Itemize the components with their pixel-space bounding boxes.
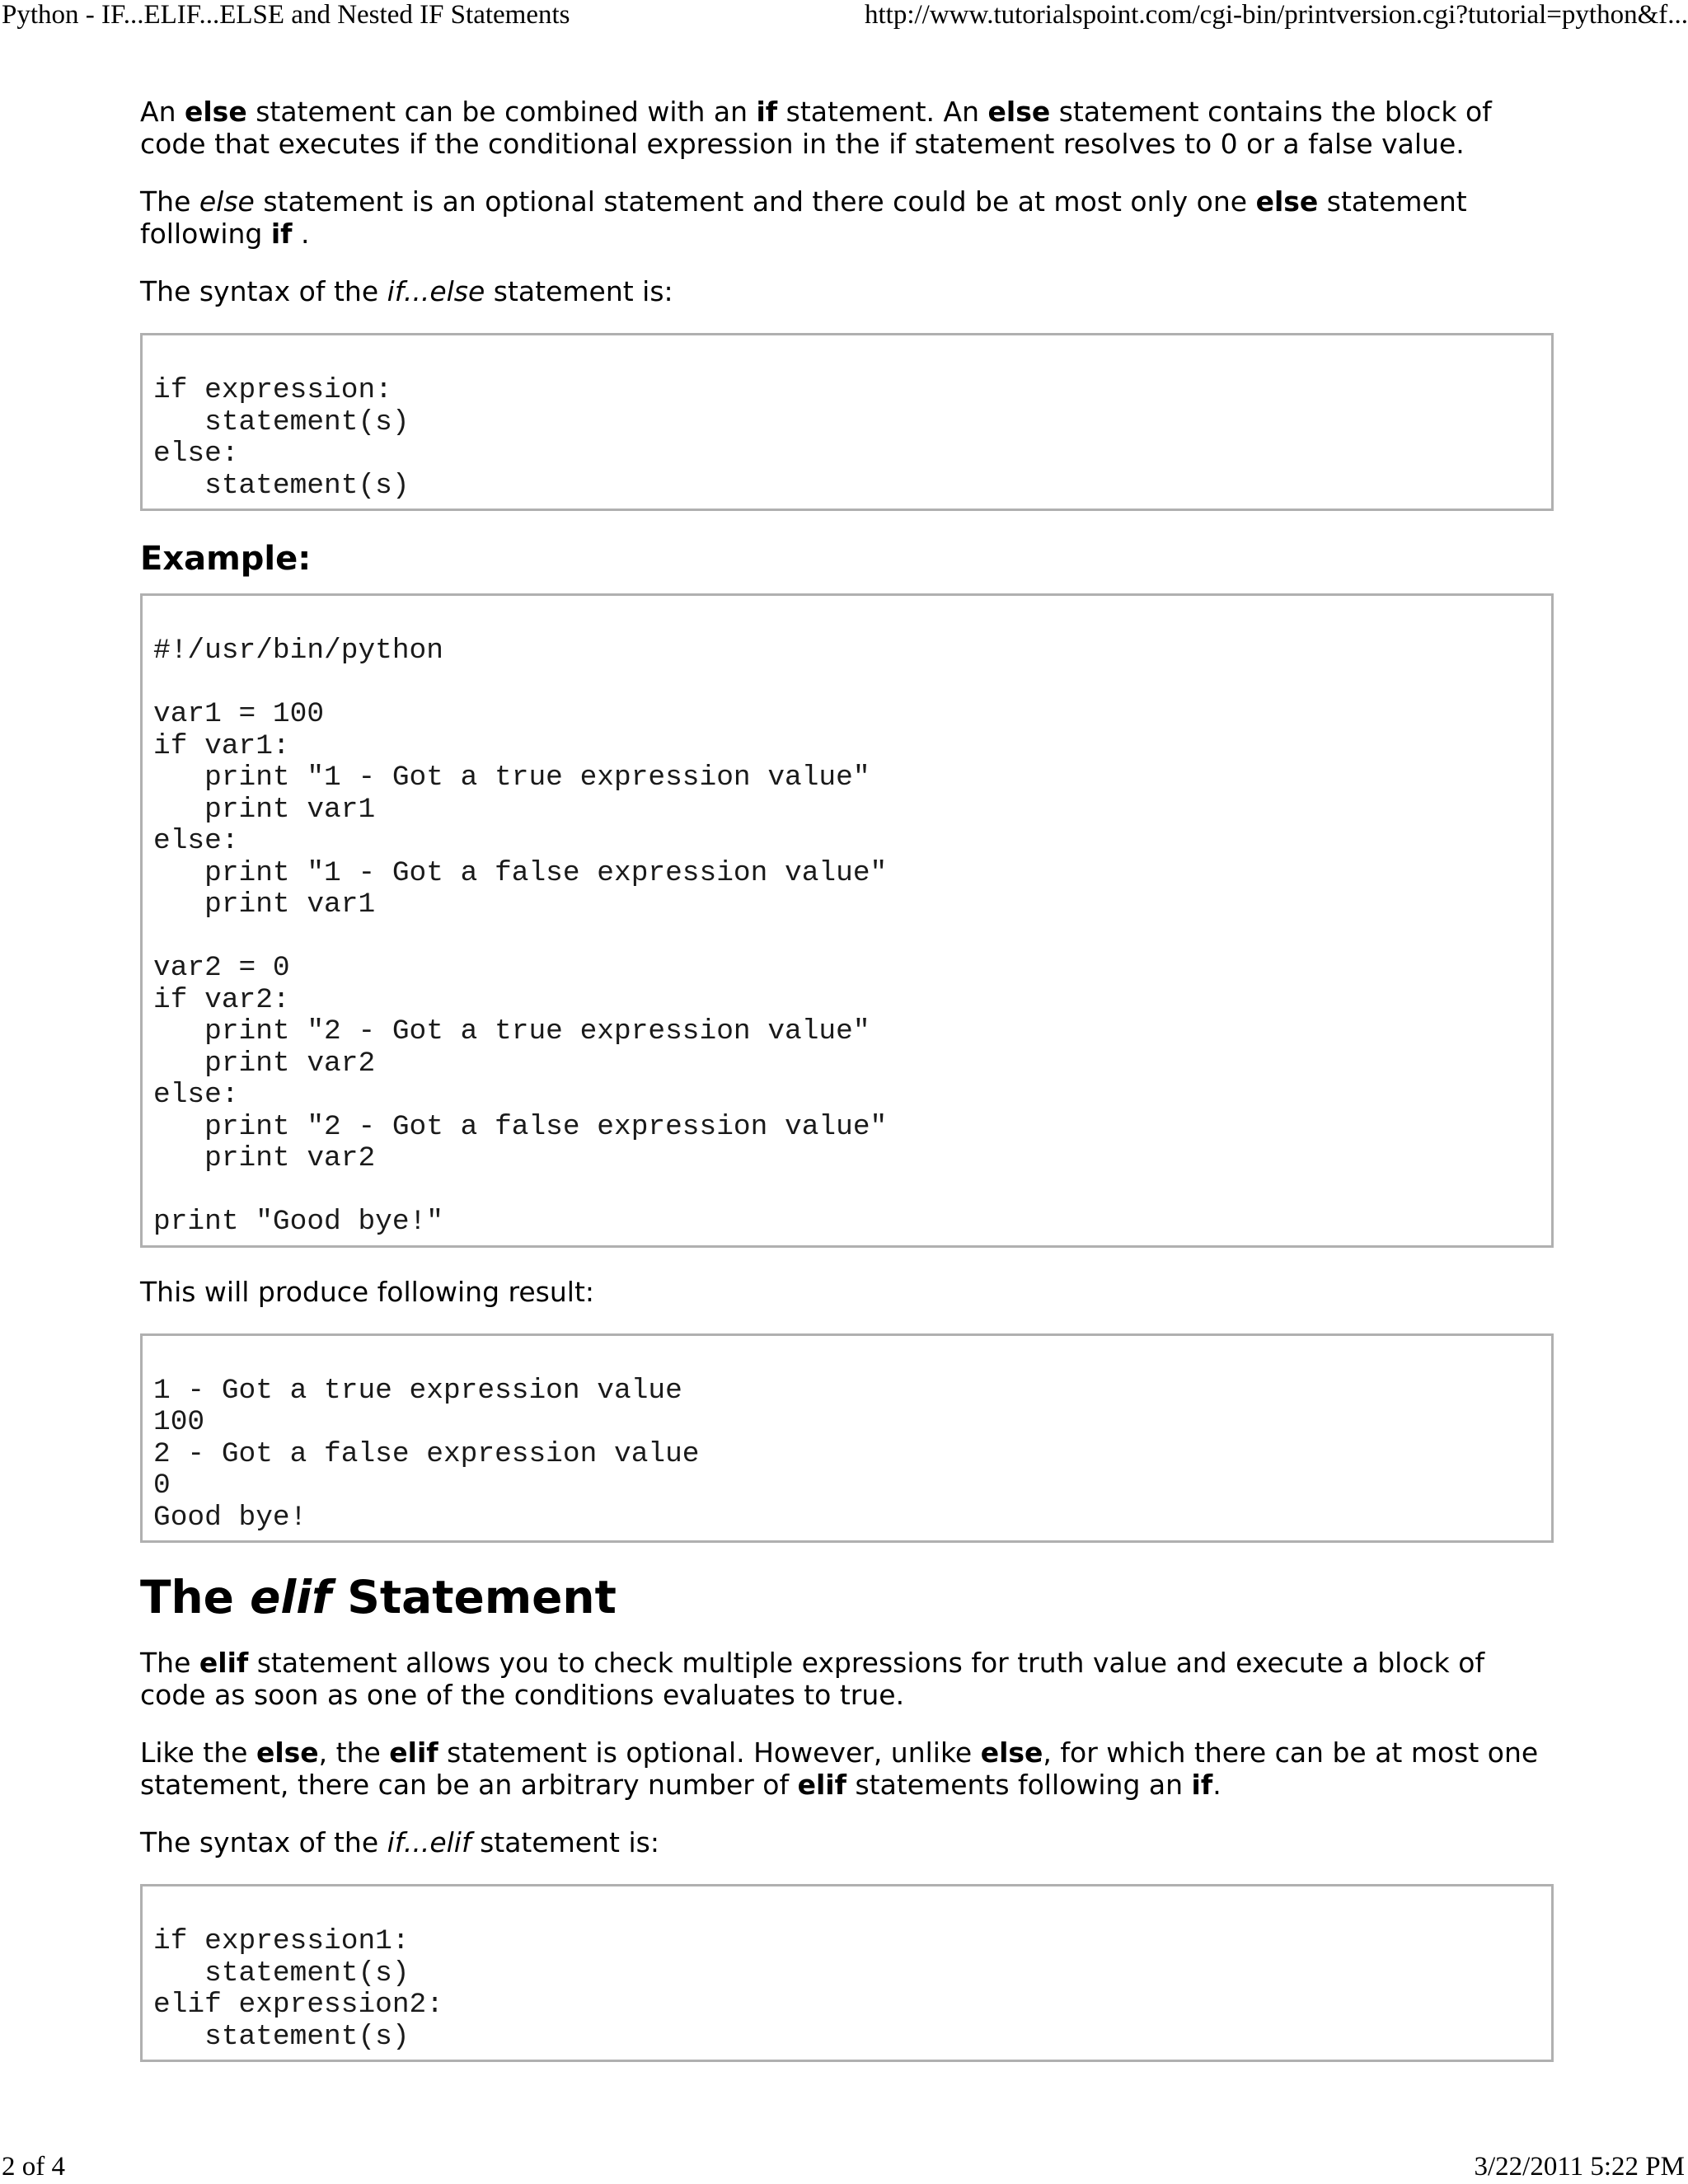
print-header-title: Python - IF...ELIF...ELSE and Nested IF Statements (2, 0, 570, 30)
else-syntax-intro: The syntax of the if...else statement is: (140, 275, 673, 307)
elif-intro-paragraph: The elif statement allows you to check multiple expressions for truth value and execute a block of code as soon as one of the conditions evaluates to true. (140, 1647, 1485, 1711)
if-elif-syntax-code-block: if expression1: statement(s) elif expression2: statement(s) (140, 1884, 1554, 2062)
example-output-code-block: 1 - Got a true expression value 100 2 - Got a false expression value 0 Good bye! (140, 1333, 1554, 1544)
elif-section-heading: The elif Statement (140, 1571, 617, 1624)
result-intro: This will produce following result: (140, 1275, 595, 1308)
elif-syntax-intro: The syntax of the if...elif statement is: (140, 1826, 659, 1858)
if-else-example-code-block: #!/usr/bin/python var1 = 100 if var1: print "1 - Got a true expression value" print var1 else: print "1 - Got a false expression value" print var1 var2 = 0 if var2: print "2 - Got a true expression value" print var2 else: print "2 - Got a false expression value" print var2 print "Good bye!" (140, 593, 1554, 1248)
else-intro-paragraph: An else statement can be combined with an if statement. An else statement contains the block of code that executes if the conditional expression in the if statement resolves to 0 or a false value. (140, 96, 1492, 160)
else-optional-paragraph: The else statement is an optional statement and there could be at most only one else statement following if . (140, 185, 1467, 250)
print-footer-page-number: 2 of 4 (2, 2152, 65, 2182)
elif-optional-paragraph: Like the else, the elif statement is optional. However, unlike else, for which there can be at most one statement, there can be an arbitrary number of elif statements following an if. (140, 1736, 1539, 1801)
print-footer-datetime: 3/22/2011 5:22 PM (1474, 2152, 1685, 2182)
print-header-url: http://www.tutorialspoint.com/cgi-bin/printversion.cgi?tutorial=python&f... (865, 0, 1688, 30)
example-heading: Example: (140, 540, 312, 578)
article-body (140, 96, 1554, 2090)
if-else-syntax-code-block: if expression: statement(s) else: statement(s) (140, 333, 1554, 511)
